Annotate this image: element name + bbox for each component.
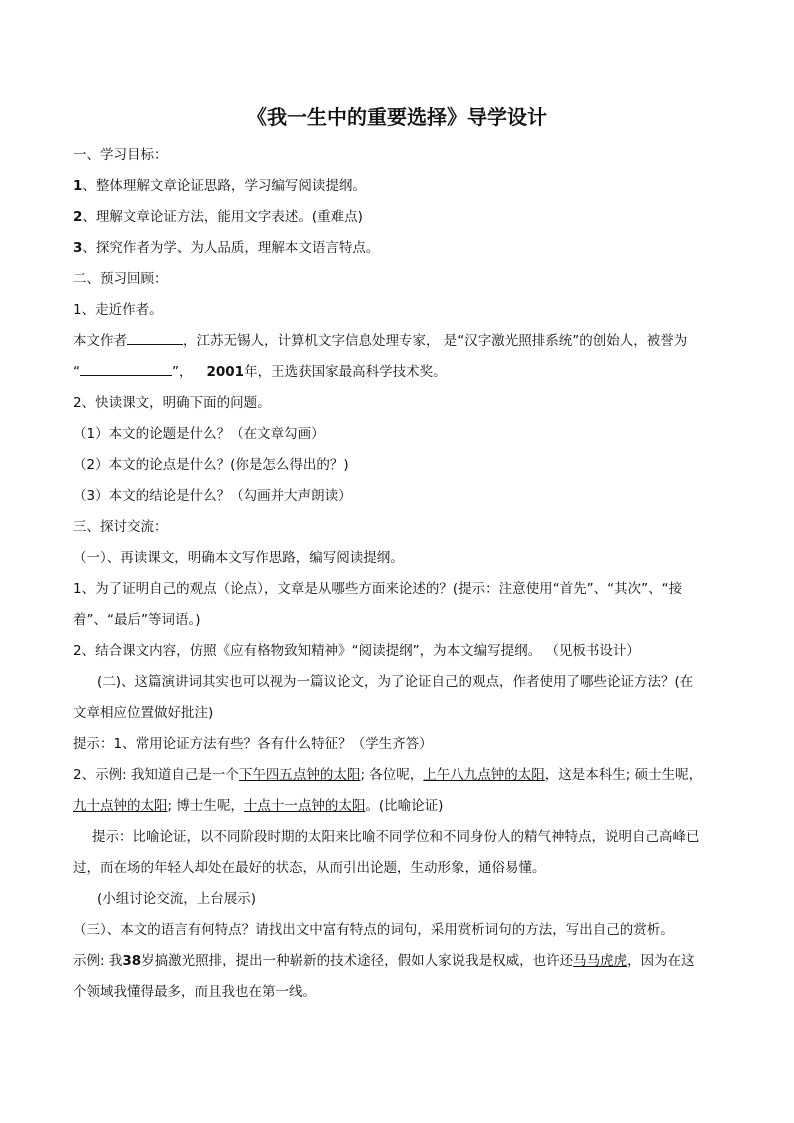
example-3-a: 示例: 我: [73, 953, 123, 969]
example-3-underline: 马马虎虎: [573, 953, 628, 969]
author-intro-c: “: [73, 364, 80, 380]
author-title-blank[interactable]: [80, 363, 172, 376]
author-intro-b: ，江苏无锡人，计算机文字信息处理专家， 是“汉字激光照排系统”的创始人，被誉为: [183, 333, 688, 349]
example-3-c: ，因为在这: [627, 953, 695, 969]
author-intro-a: 本文作者: [73, 333, 127, 349]
award-year: 2001: [206, 364, 245, 380]
example-a1: 2、示例: 我知道自己是一个: [73, 767, 239, 783]
part-2-heading-line-1: (二)、这篇演讲词其实也可以视为一篇议论文，为了论证自己的观点，作者使用了哪些论证方法？(在: [97, 674, 694, 690]
tip-line-1: 提示：比喻论证，以不同阶段时期的太阳来比喻不同学位和不同身份人的精气神特点，说明自己高峰已: [92, 829, 700, 845]
objective-2: [73, 207, 363, 227]
author-name-blank[interactable]: [127, 332, 183, 345]
question-1: （1）本文的论题是什么？（在文章勾画）: [73, 426, 325, 442]
section-3-heading: 三、探讨交流：: [73, 519, 168, 535]
part-2-heading-line-2: 文章相应位置做好批注): [73, 705, 214, 721]
example-b2: 。(比喻论证): [365, 798, 444, 814]
example-a3: ，这是本科生; 硕士生呢，: [544, 767, 703, 783]
author-intro-e: 年，王选获国家最高科学技术奖。: [244, 364, 447, 380]
example-3-b: 岁搞激光照排，提出一种崭新的技术途径，假如人家说我是权威，也许还: [141, 953, 574, 969]
example-3-age: 38: [122, 953, 142, 969]
section-2-heading: 二、预习回顾：: [73, 271, 168, 287]
example-underline-2: 上午八九点钟的太阳: [423, 767, 545, 783]
preview-item-1: 1、走近作者。: [73, 302, 163, 318]
example-underline-3: 九十点钟的太阳: [73, 798, 168, 814]
objective-3-num: 3: [73, 240, 83, 256]
section-1-heading: 一、学习目标：: [73, 147, 168, 163]
example-3-line-1: [73, 951, 695, 971]
example-b1: ; 博士生呢，: [167, 798, 244, 814]
example-a2: ; 各位呢，: [360, 767, 424, 783]
question-3: （3）本文的结论是什么？（勾画并大声朗读）: [73, 488, 352, 504]
objective-2-num: 2: [73, 209, 83, 225]
example-line-1: [73, 765, 702, 785]
author-intro-line-1: [73, 331, 687, 351]
objective-2-text: 、理解文章论证方法，能用文字表述。(重难点): [82, 209, 363, 225]
part-1-item-1-line-1: 1、为了证明自己的观点（论点），文章是从哪些方面来论述的？(提示：注意使用“首先”、“其次”、“接: [73, 581, 683, 597]
example-line-2: [73, 796, 443, 816]
example-underline-1: 下午四五点钟的太阳: [238, 767, 361, 783]
group-discussion-note: (小组讨论交流，上台展示): [97, 891, 257, 907]
objective-3: [73, 238, 379, 258]
objective-1-text: 、整体理解文章论证思路，学习编写阅读提纲。: [82, 178, 366, 194]
part-1-item-2: 2、结合课文内容，仿照《应有格物致知精神》“阅读提纲”，为本文编写提纲。 （见板书设计）: [73, 643, 640, 659]
part-1-heading: （一）、再读课文，明确本文写作思路，编写阅读提纲。: [73, 550, 404, 566]
example-underline-4: 十点十一点钟的太阳: [243, 798, 366, 814]
part-2-hint: 提示：1、常用论证方法有些？各有什么特征？（学生齐答）: [73, 736, 433, 752]
preview-item-2: 2、快读课文，明确下面的问题。: [73, 395, 271, 411]
objective-3-text: 、探究作者为学、为人品质，理解本文语言特点。: [82, 240, 380, 256]
page-title: 《我一生中的重要选择》导学设计: [247, 105, 547, 129]
author-intro-d: ”，: [172, 364, 193, 380]
author-intro-line-2: [73, 362, 447, 382]
objective-1-num: 1: [73, 178, 83, 194]
part-3-heading: （三）、本文的语言有何特点？请找出文中富有特点的词句，采用赏析词句的方法，写出自己的赏析。: [73, 922, 674, 938]
tip-line-2: 过，而在场的年轻人却处在最好的状态，从而引出论题，生动形象，通俗易懂。: [73, 860, 546, 876]
objective-1: [73, 176, 366, 196]
example-3-line-2: 个领域我懂得最多，而且我也在第一线。: [73, 984, 316, 1000]
question-2: （2）本文的论点是什么？(你是怎么得出的？): [73, 457, 349, 473]
part-1-item-1-line-2: 着”、“最后”等词语。): [73, 612, 201, 628]
